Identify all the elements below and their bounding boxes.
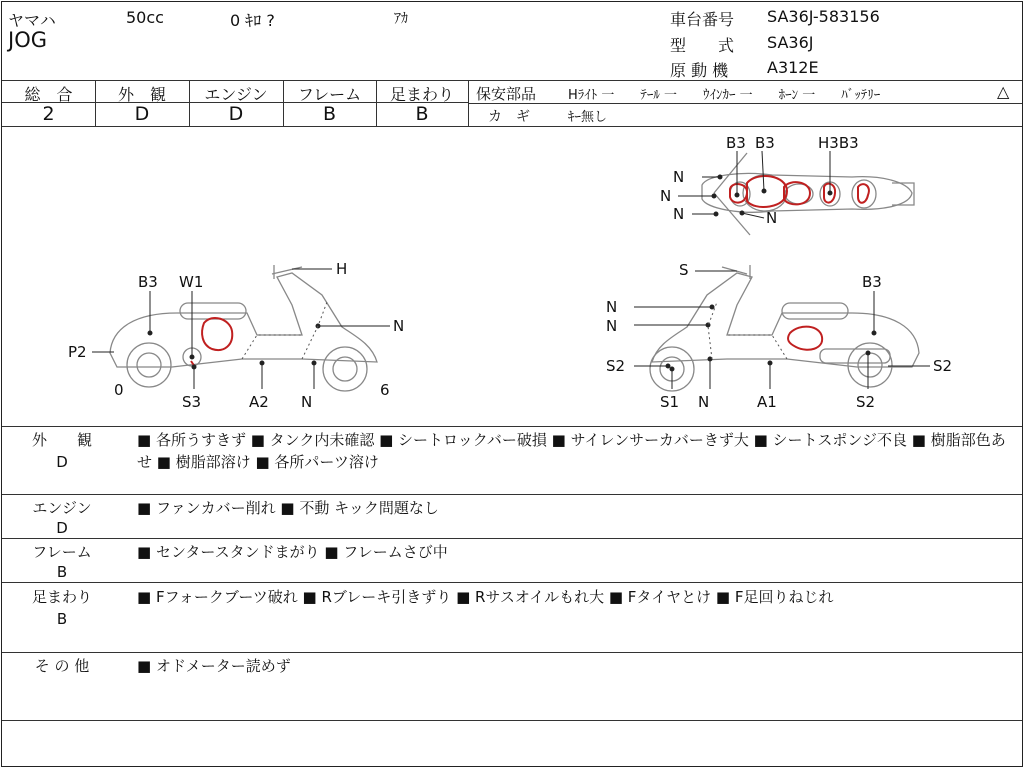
diagram-label: S3 (182, 393, 202, 411)
diagram-label: H (336, 260, 348, 278)
damage-mark (858, 184, 869, 203)
section-grade: D (56, 519, 68, 537)
diagram-label: N (606, 317, 618, 335)
diagram-label: A2 (249, 393, 269, 411)
key-value: ｷｰ無し (568, 110, 608, 125)
diagram-label: N (698, 393, 710, 411)
section-label: 足まわり (31, 588, 92, 606)
grade-exterior: D (134, 103, 150, 125)
grade-engine: D (228, 103, 244, 125)
frame-no-label: 車台番号 (670, 10, 735, 29)
safety-label: 保安部品 (476, 85, 537, 103)
section-label: そ の 他 (34, 657, 90, 675)
section-text: ■ 各所うすきず ■ タンク内未確認 ■ シートロックバー破損 ■ サイレンサーカバーきず大 ■ シートスポンジ不良 ■ 樹脂部色あせ ■ 樹脂部溶け ■ 各所パーツ溶け (137, 431, 1006, 471)
diagram-label: 0 (114, 381, 124, 399)
damage-mark (747, 176, 787, 207)
damage-diagram (2, 127, 1022, 425)
battery-mark: △ (997, 82, 1010, 101)
diagram-label: 6 (380, 381, 390, 399)
section-text: ■ Fフォークブーツ破れ ■ Rブレーキ引きずり ■ Rサスオイルもれ大 ■ Fタイヤとけ ■ F足回りねじれ (137, 588, 834, 606)
grade-header-exterior: 外 観 (117, 85, 166, 104)
diagram-label: S (679, 261, 689, 279)
section-label: フレーム (32, 543, 92, 561)
color: ｱｶ (394, 11, 408, 27)
diagram-label: B3 (138, 273, 158, 291)
grade-total: 2 (42, 103, 55, 125)
inspection-sheet (1, 1, 1023, 767)
displacement: 50cc (126, 8, 164, 27)
frame-no: SA36J-583156 (767, 7, 880, 26)
diagram-label: S2 (606, 357, 626, 375)
engine-value: A312E (767, 58, 819, 77)
safety-items: Hﾗｲﾄ 一 ﾃｰﾙ 一 ｳｲﾝｶｰ 一 ﾎｰﾝ 一 ﾊﾞｯﾃﾘｰ (568, 88, 881, 103)
grade-header-total: 総 合 (24, 85, 73, 104)
diagram-label: B3 (862, 273, 882, 291)
diagram-label: N (393, 317, 405, 335)
diagram-label: B3 (755, 134, 775, 152)
section-text: ■ ファンカバー削れ ■ 不動 キック問題なし (137, 499, 439, 517)
grade-frame: B (322, 103, 337, 125)
diagram-label: S1 (660, 393, 680, 411)
diagram-label: S2 (933, 357, 953, 375)
diagram-label: N (673, 205, 685, 223)
diagram-label: N (673, 168, 685, 186)
section-grade: D (56, 453, 68, 471)
type-value: SA36J (767, 33, 814, 52)
section-label: エンジン (32, 499, 92, 517)
damage-mark (784, 182, 810, 204)
mileage: 0 ｷﾛ ? (230, 11, 275, 30)
diagram-label: W1 (179, 273, 204, 291)
section-grade: B (56, 610, 68, 628)
diagram-label: N (606, 298, 618, 316)
diagram-label: N (766, 209, 778, 227)
diagram-label: P2 (68, 343, 87, 361)
section-label: 外 観 (31, 431, 92, 449)
diagram-label: H3B3 (818, 134, 859, 152)
grade-header-suspension: 足まわり (389, 85, 454, 104)
maker: ヤマハ (8, 11, 56, 30)
engine-label: 原 動 機 (670, 61, 729, 80)
grade-suspension: B (415, 103, 429, 125)
model-name: JOG (8, 28, 47, 52)
key-label: カ ギ (488, 109, 530, 125)
diagram-label: A1 (757, 393, 777, 411)
damage-mark (202, 318, 232, 350)
diagram-label: B3 (726, 134, 746, 152)
type-label: 型 式 (670, 36, 735, 55)
diagram-label: N (301, 393, 313, 411)
damage-mark (788, 327, 822, 350)
grade-header-frame: フレーム (297, 85, 362, 104)
grade-header-engine: エンジン (204, 85, 268, 104)
diagram-label: N (660, 187, 672, 205)
scooter-top-view (702, 153, 914, 235)
diagram-label: S2 (856, 393, 876, 411)
section-text: ■ センタースタンドまがり ■ フレームさび中 (137, 543, 448, 561)
section-grade: B (56, 563, 68, 581)
section-text: ■ オドメーター読めず (137, 657, 291, 675)
